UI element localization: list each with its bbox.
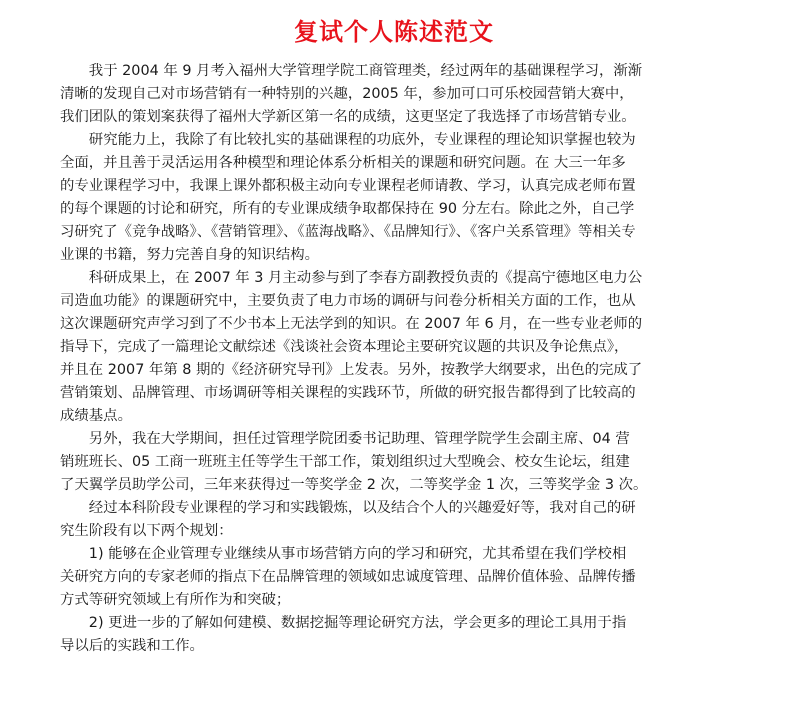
text-line: 1) 能够在企业管理专业继续从事市场营销方向的学习和研究，尤其希望在我们学校相 [88,546,627,562]
text-line: 指导下，完成了一篇理论文献综述《浅谈社会资本理论主要研究议题的共识及争论焦点》， [60,339,629,355]
text-line: 全面，并且善于灵活运用各种模型和理论体系分析相关的课题和研究问题。在 大三一年多 [60,155,626,171]
text-line: 营销策划、品牌管理、市场调研等相关课程的实践环节，所做的研究报告都得到了比较高的 [60,385,636,401]
text-line: 清晰的发现自己对市场营销有一种特别的兴趣，2005 年，参加可口可乐校园营销大赛中， [60,86,634,102]
text-line: 究生阶段有以下两个规划： [60,523,233,539]
text-line: 2) 更进一步的了解如何建模、数据挖掘等理论研究方法，学会更多的理论工具用于指 [88,615,627,631]
text-line: 经过本科阶段专业课程的学习和实践锻炼，以及结合个人的兴趣爱好等，我对自己的研 [88,500,636,516]
text-line: 的每个课题的讨论和研究，所有的专业课成绩争取都保持在 90 分左右。除此之外，自己学 [60,201,635,217]
text-line: 销班班长、05 工商一班班主任等学生干部工作，策划组织过大型晚会、校女生论坛，组建 [60,454,630,470]
paragraph [60,428,735,497]
text-line: 并且在 2007 年第 8 期的《经济研究导刊》上发表。另外，按教学大纲要求，出色的完成了 [60,362,643,378]
paragraph [60,60,735,129]
text-line: 习研究了《竞争战略》、《营销管理》、《蓝海战略》、《品牌知行》、《客户关系管理》等相关专 [60,224,636,240]
text-line: 我们团队的策划案获得了福州大学新区第一名的成绩，这更坚定了我选择了市场营销专业。 [60,109,636,125]
paragraph [60,129,735,267]
text-line: 这次课题研究声学习到了不少书本上无法学到的知识。在 2007 年 6 月，在一些专业老师的 [60,316,643,332]
paragraph [60,612,735,658]
paragraph [60,497,735,543]
text-line: 研究能力上，我除了有比较扎实的基础课程的功底外，专业课程的理论知识掌握也较为 [88,132,636,148]
text-line: 科研成果上，在 2007 年 3 月主动参与到了李春方副教授负责的《提高宁德地区电力公 [88,270,643,286]
text-line: 方式等研究领域上有所作为和突破； [60,592,291,608]
text-line: 我于 2004 年 9 月考入福州大学管理学院工商管理类，经过两年的基础课程学习，渐渐 [88,63,643,79]
text-line: 导以后的实践和工作。 [60,638,204,654]
text-line: 业课的书籍，努力完善自身的知识结构。 [60,247,320,263]
paragraph [60,267,735,428]
text-line: 关研究方向的专家老师的指点下在品牌管理的领域如忠诚度管理、品牌价值体验、品牌传播 [60,569,636,585]
document-body [60,60,735,658]
text-line: 另外，我在大学期间，担任过管理学院团委书记助理、管理学院学生会副主席、04 营 [88,431,630,447]
text-line: 的专业课程学习中，我课上课外都积极主动向专业课程老师请教、学习，认真完成老师布置 [60,178,636,194]
paragraph [60,543,735,612]
text-line: 成绩基点。 [60,408,132,424]
text-line: 司造血功能》的课题研究中，主要负责了电力市场的调研与问卷分析相关方面的工作，也从 [60,293,636,309]
text-line: 了天翼学员助学公司，三年来获得过一等奖学金 2 次，二等奖学金 1 次，三等奖学金 3 次。 [60,477,648,493]
document-title: 复试个人陈述范文 [294,17,494,46]
